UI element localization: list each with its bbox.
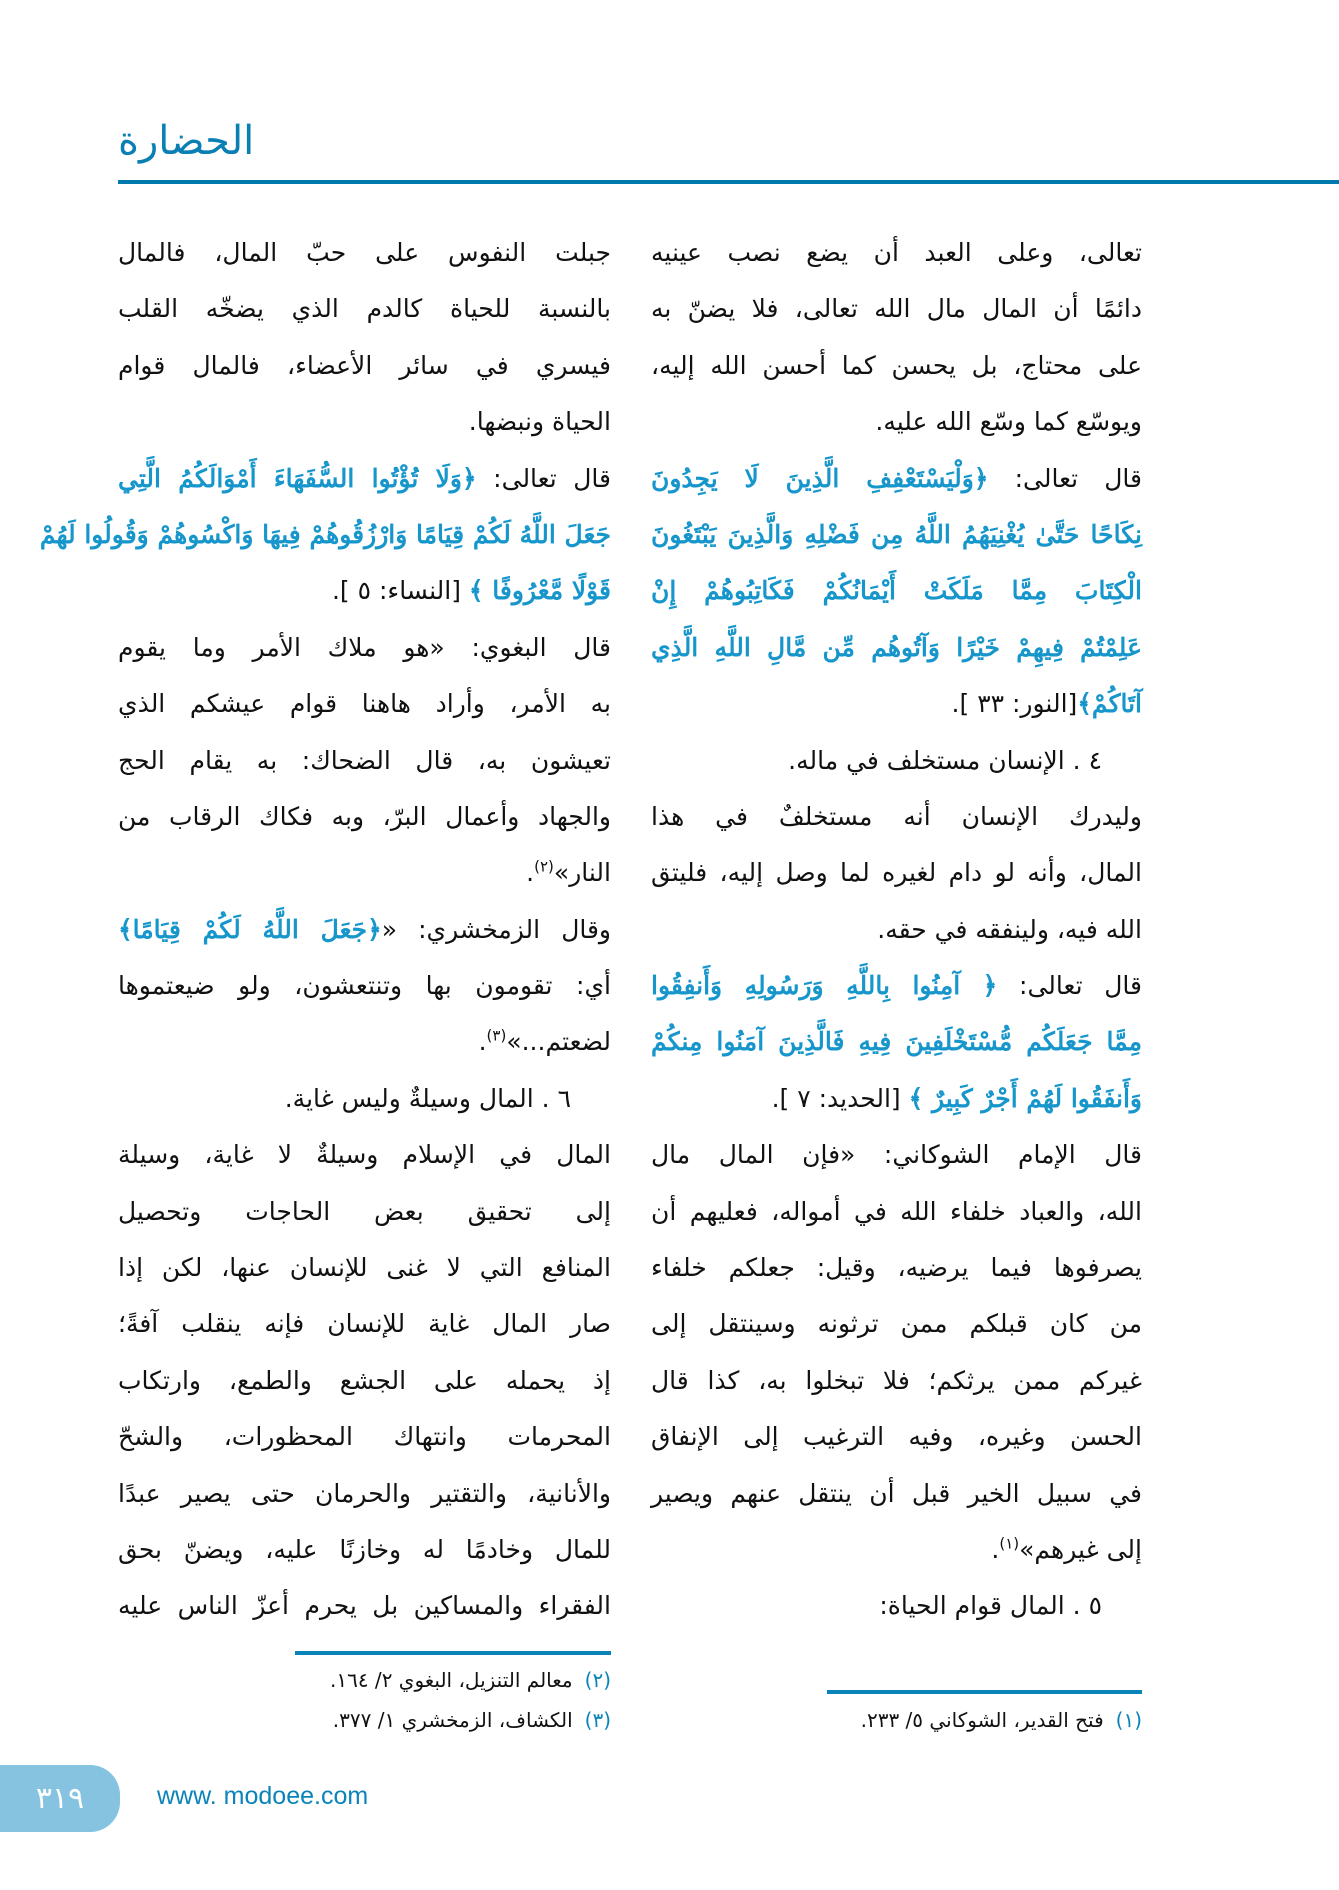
text-segment: [النساء: ٥ ].: [331, 576, 469, 606]
text-segment: من كان قبلكم ممن ترثونه وسينتقل إلى: [651, 1309, 1142, 1339]
text-segment: المنافع التي لا غنى للإنسان عنها، لكن إذا: [118, 1253, 611, 1283]
text-line: [118, 1353, 611, 1409]
text-segment: على محتاج، بل يحسن كما أحسن الله إليه،: [651, 350, 1142, 380]
quran-verse: الْكِتَابَ مِمَّا مَلَكَتْ أَيْمَانُكُمْ فَكَاتِبُوهُمْ إِنْ: [651, 576, 1142, 606]
text-segment: يصرفوها فيما يرضيه، وقيل: جعلكم خلفاء: [651, 1253, 1142, 1283]
text-segment: النار»: [553, 858, 611, 888]
text-line: [118, 1014, 611, 1070]
text-line: [651, 1296, 1142, 1352]
text-line: [651, 281, 1142, 337]
quran-verse: ﴿وَلْيَسْتَعْفِفِ الَّذِينَ لَا يَجِدُونَ: [651, 463, 989, 493]
text-segment: دائمًا أن المال مال الله تعالى، فلا يضنّ به: [651, 294, 1142, 324]
text-segment: الله، والعباد خلفاء الله في أمواله، فعليهم أن: [651, 1196, 1142, 1226]
text-line: [118, 1409, 611, 1465]
text-line: [118, 563, 611, 619]
section-heading: [651, 1578, 1142, 1634]
text-line: [118, 1240, 611, 1296]
text-line: [651, 225, 1142, 281]
quran-verse: عَلِمْتُمْ فِيهِمْ خَيْرًا وَآتُوهُم مِّن مَّالِ اللَّهِ الَّذِي: [651, 632, 1142, 662]
footnote-1: [861, 1708, 1142, 1732]
text-line: [651, 338, 1142, 394]
footnote-number: (١): [1115, 1708, 1142, 1732]
text-line: [651, 1466, 1142, 1522]
text-line: [118, 281, 611, 337]
text-segment: تعالى، وعلى العبد أن يضع نصب عينيه: [651, 238, 1142, 267]
text-segment: قال البغوي: «هو ملاك الأمر وما يقوم: [118, 632, 611, 662]
text-segment: [النور: ٣٣ ].: [951, 689, 1078, 719]
quran-verse: مِمَّا جَعَلَكُم مُّسْتَخْلَفِينَ فِيهِ فَالَّذِينَ آمَنُوا مِنكُمْ: [651, 1027, 1142, 1057]
text-line: [651, 1409, 1142, 1465]
website-link[interactable]: www. modoee.com: [157, 1782, 369, 1810]
text-segment: الله فيه، ولينفقه في حقه.: [877, 914, 1142, 944]
text-line: [118, 1522, 611, 1578]
text-line: [118, 958, 611, 1014]
text-line: [118, 1127, 611, 1183]
section-heading: [118, 1071, 611, 1127]
footnote-ref: (٣): [486, 1027, 507, 1046]
text-segment: جبلت النفوس على حبّ المال، فالمال: [118, 238, 611, 267]
text-line: [118, 225, 611, 281]
text-segment: إذ يحمله على الجشع والطمع، وارتكاب: [118, 1365, 611, 1395]
text-segment: .: [478, 1027, 487, 1057]
text-line: [651, 507, 1142, 563]
left-column: [39, 225, 612, 1635]
text-line: [118, 1466, 611, 1522]
text-segment: في سبيل الخير قبل أن ينتقل عنهم ويصير: [651, 1478, 1142, 1508]
page-number-badge: ٣١٩: [0, 1765, 120, 1832]
footnote-separator-left: [295, 1651, 611, 1655]
text-segment: .: [991, 1534, 1000, 1564]
text-segment: ٤ . الإنسان مستخلف في ماله.: [788, 745, 1102, 775]
text-line: [651, 958, 1142, 1014]
text-line: [651, 1014, 1142, 1070]
text-line: [118, 1578, 611, 1634]
text-segment: .: [526, 858, 535, 888]
text-line: [651, 394, 1142, 450]
text-line: [651, 451, 1142, 507]
text-line: [118, 1184, 611, 1240]
header-divider: [118, 180, 1339, 184]
text-segment: المال، وأنه لو دام لغيره لما وصل إليه، فليتق: [651, 858, 1142, 888]
quran-verse: آتَاكُمْ﴾: [1077, 689, 1142, 719]
text-segment: بالنسبة للحياة كالدم الذي يضخّه القلب: [118, 294, 611, 324]
quran-verse: ﴿جَعَلَ اللَّهُ لَكُمْ قِيَامًا﴾: [118, 914, 382, 944]
text-line: [651, 1240, 1142, 1296]
text-segment: قال تعالى:: [476, 463, 611, 493]
text-line: [118, 845, 611, 901]
text-segment: ٥ . المال قوام الحياة:: [879, 1591, 1102, 1621]
text-segment: إلى غيرهم»: [1019, 1534, 1142, 1564]
text-line: [118, 620, 611, 676]
text-line: [651, 1522, 1142, 1578]
text-segment: فيسري في سائر الأعضاء، فالمال قوام: [118, 350, 611, 380]
text-line: [118, 902, 611, 958]
text-segment: [الحديد: ٧ ].: [771, 1083, 909, 1113]
text-segment: المال في الإسلام وسيلةٌ لا غاية، وسيلة: [118, 1140, 611, 1170]
text-line: [118, 338, 611, 394]
right-column: [651, 225, 1142, 1635]
text-line: [118, 394, 611, 450]
text-line: [651, 1127, 1142, 1183]
quran-verse: جَعَلَ اللَّهُ لَكُمْ قِيَامًا وَارْزُقُوهُمْ فِيهَا وَاكْسُوهُمْ وَقُولُوا لَهُمْ: [39, 519, 611, 549]
footnote-ref: (٢): [534, 857, 554, 876]
text-line: [651, 676, 1142, 732]
text-segment: والأنانية، والتقتير والحرمان حتى يصير عبدًا: [118, 1478, 611, 1508]
text-segment: والجهاد وأعمال البرّ، وبه فكاك الرقاب من: [118, 801, 611, 831]
footnote-number: (٢): [584, 1668, 611, 1692]
text-line: [118, 789, 611, 845]
quran-verse: قَوْلًا مَّعْرُوفًا ﴾: [468, 576, 611, 606]
text-line: [118, 1296, 611, 1352]
text-line: [651, 1184, 1142, 1240]
quran-verse: ﴿ آمِنُوا بِاللَّهِ وَرَسُولِهِ وَأَنفِقُوا: [651, 971, 998, 1001]
footnote-ref: (١): [999, 1534, 1020, 1553]
text-segment: أي: تقومون بها وتنتعشون، ولو ضيعتموها: [118, 971, 611, 1001]
footnote-text: الكشاف، الزمخشري ١/ ٣٧٧.: [332, 1708, 573, 1732]
text-line: [118, 451, 611, 507]
text-segment: قال الإمام الشوكاني: «فإن المال مال: [651, 1140, 1142, 1170]
footnote-separator-right: [827, 1690, 1142, 1694]
text-line: [651, 620, 1142, 676]
footnote-2: [330, 1668, 611, 1692]
footnote-number: (٣): [584, 1708, 611, 1732]
text-line: [39, 507, 611, 563]
text-segment: ٦ . المال وسيلةٌ وليس غاية.: [284, 1083, 571, 1113]
text-line: [651, 1353, 1142, 1409]
text-line: [651, 1071, 1142, 1127]
quran-verse: وَأَنفَقُوا لَهُمْ أَجْرٌ كَبِيرٌ ﴾: [908, 1083, 1142, 1113]
text-segment: غيركم ممن يرثكم؛ فلا تبخلوا به، كذا قال: [651, 1365, 1142, 1395]
text-segment: صار المال غاية للإنسان فإنه ينقلب آفةً؛: [118, 1309, 611, 1339]
text-segment: قال تعالى:: [997, 971, 1142, 1001]
text-segment: الحسن وغيره، وفيه الترغيب إلى الإنفاق: [651, 1422, 1142, 1452]
footnote-text: فتح القدير، الشوكاني ٥/ ٢٣٣.: [860, 1708, 1104, 1732]
text-segment: وقال الزمخشري: «: [381, 914, 612, 944]
section-heading: [651, 733, 1142, 789]
running-header-title: الحضارة: [118, 118, 255, 164]
text-line: [651, 563, 1142, 619]
text-line: [118, 733, 611, 789]
text-segment: للمال وخادمًا له وخازنًا عليه، ويضنّ بحق: [118, 1534, 611, 1564]
text-line: [651, 845, 1142, 901]
text-segment: المحرمات وانتهاك المحظورات، والشحّ: [118, 1422, 611, 1452]
text-segment: لضعتم...»: [506, 1027, 611, 1057]
footnote-text: معالم التنزيل، البغوي ٢/ ١٦٤.: [329, 1668, 573, 1692]
quran-verse: ﴿وَلَا تُؤْتُوا السُّفَهَاءَ أَمْوَالَكُمُ الَّتِي: [118, 463, 477, 493]
text-segment: قال تعالى:: [988, 463, 1142, 493]
quran-verse: نِكَاحًا حَتَّىٰ يُغْنِيَهُمُ اللَّهُ مِن فَضْلِهِ وَالَّذِينَ يَبْتَغُونَ: [651, 519, 1142, 549]
text-line: [651, 789, 1142, 845]
text-segment: ويوسّع كما وسّع الله عليه.: [875, 407, 1142, 437]
text-segment: إلى تحقيق بعض الحاجات وتحصيل: [118, 1196, 611, 1226]
text-segment: الفقراء والمساكين بل يحرم أعزّ الناس عليه: [118, 1591, 611, 1621]
footnote-3: [333, 1708, 611, 1732]
text-segment: الحياة ونبضها.: [468, 407, 611, 437]
text-segment: به الأمر، وأراد هاهنا قوام عيشكم الذي: [118, 689, 611, 719]
text-line: [118, 676, 611, 732]
text-line: [651, 902, 1142, 958]
text-segment: وليدرك الإنسان أنه مستخلفٌ في هذا: [651, 801, 1142, 831]
text-segment: تعيشون به، قال الضحاك: به يقام الحج: [118, 745, 611, 775]
